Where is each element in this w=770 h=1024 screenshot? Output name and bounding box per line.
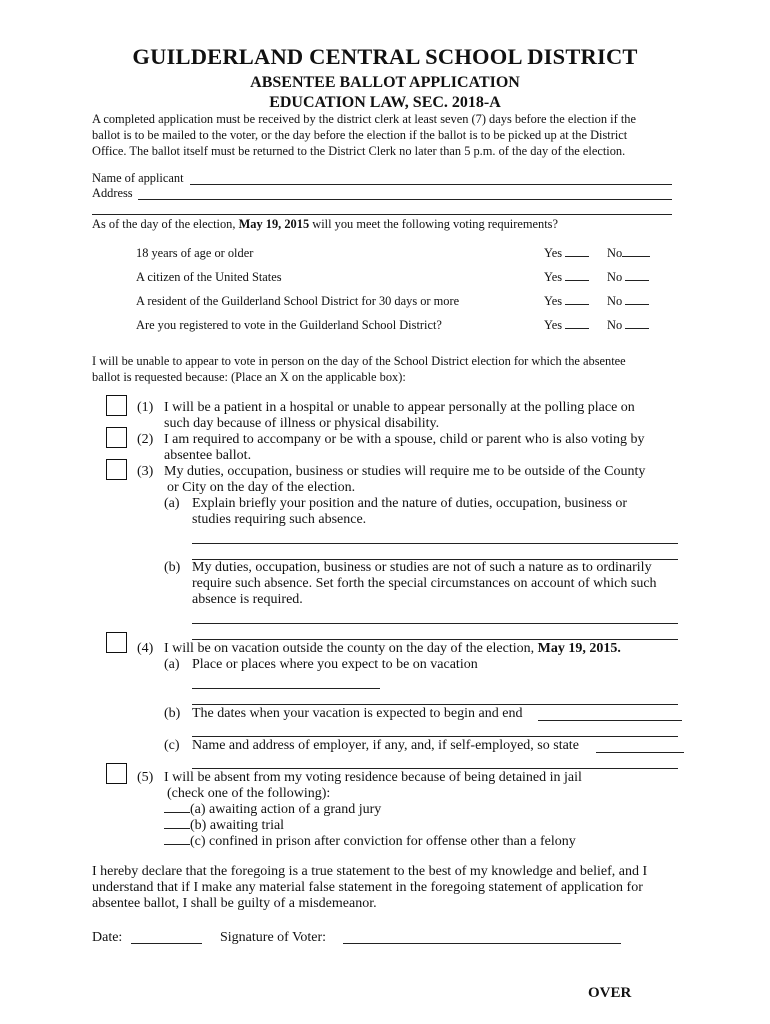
date-line[interactable] xyxy=(131,943,202,944)
requirement-yes[interactable]: Yes xyxy=(544,245,589,261)
reason-3-text: My duties, occupation, business or studies will require me to be outside of the County or City on the day of the election. xyxy=(164,464,646,495)
reason-4c-text: Name and address of employer, if any, and, if self-employed, so state xyxy=(192,738,579,753)
vacation-dates-line-2[interactable] xyxy=(192,736,678,737)
reason-1-checkbox[interactable] xyxy=(106,395,127,416)
reason-1-text: I will be a patient in a hospital or unable to appear personally at the polling place on such day because of illness or physical disability. xyxy=(164,400,635,431)
over-indicator: OVER xyxy=(588,985,632,1001)
jail-option[interactable]: (b) awaiting trial xyxy=(164,818,284,834)
requirement-no[interactable]: No xyxy=(607,293,649,309)
intro-line: A completed application must be received by the district clerk at least seven (7) days before the election if the xyxy=(92,112,636,126)
reason-4a-label: (a) xyxy=(164,657,180,672)
intro-line: Office. The ballot itself must be returned to the District Clerk no later than 5 p.m. of the day of the election. xyxy=(92,144,626,158)
reason-1-number: (1) xyxy=(137,400,154,415)
reason-3b-answer-line-2[interactable] xyxy=(192,639,678,640)
reason-5-checkbox[interactable] xyxy=(106,763,127,784)
reason-3b-answer-line-1[interactable] xyxy=(192,623,678,624)
vacation-election-date: May 19, 2015. xyxy=(537,641,621,656)
address-label: Address xyxy=(92,186,133,200)
date-label: Date: xyxy=(92,930,123,945)
declaration-paragraph: I hereby declare that the foregoing is a true statement to the best of my knowledge and belief, and I understand that if I make any material false statement in the foregoing statement of application for absentee ballot, I shall be guilty of a misdemeanor. xyxy=(92,864,648,911)
requirement-no[interactable]: No xyxy=(607,317,649,333)
reason-4-text: I will be on vacation outside the county on the day of the election, May 19, 2015. xyxy=(164,641,621,656)
reason-4-number: (4) xyxy=(137,641,154,656)
reason-intro: I will be unable to appear to vote in person on the day of the School District election for which the absentee ballot is requested because: (Place an X on the applicable box): xyxy=(92,354,626,384)
reason-4c-label: (c) xyxy=(164,738,180,753)
reason-4a-text: Place or places where you expect to be on vacation xyxy=(192,657,478,672)
signature-line[interactable] xyxy=(343,943,621,944)
requirement-no[interactable]: No xyxy=(607,245,650,261)
reason-5-text: I will be absent from my voting residence because of being detained in jail (check one of the following): xyxy=(164,770,582,801)
intro-paragraph xyxy=(92,111,692,159)
reason-3-checkbox[interactable] xyxy=(106,459,127,480)
document-law-reference: EDUCATION LAW, SEC. 2018-A xyxy=(269,94,501,111)
address-line-2[interactable] xyxy=(92,214,672,215)
reason-3a-label: (a) xyxy=(164,496,180,511)
election-date: May 19, 2015 xyxy=(238,217,310,231)
requirement-label: A resident of the Guilderland School District for 30 days or more xyxy=(136,294,460,308)
requirement-label: 18 years of age or older xyxy=(136,246,254,260)
reason-3b-label: (b) xyxy=(164,560,181,575)
requirement-no[interactable]: No xyxy=(607,269,649,285)
requirements-question: As of the day of the election, May 19, 2015 will you meet the following voting requirements? xyxy=(92,217,558,231)
requirement-label: Are you registered to vote in the Guilderland School District? xyxy=(136,318,442,332)
jail-option[interactable]: (c) confined in prison after conviction for offense other than a felony xyxy=(164,834,576,850)
reason-4-checkbox[interactable] xyxy=(106,632,127,653)
document-subtitle: ABSENTEE BALLOT APPLICATION xyxy=(250,74,520,91)
name-of-applicant-line[interactable] xyxy=(190,184,672,185)
reason-3a-text: Explain briefly your position and the nature of duties, occupation, business or studies requiring such absence. xyxy=(192,496,628,527)
requirement-yes[interactable]: Yes xyxy=(544,293,589,309)
employer-line-2[interactable] xyxy=(192,768,678,769)
reason-3a-answer-line-1[interactable] xyxy=(192,543,678,544)
address-line-1[interactable] xyxy=(138,199,672,200)
reason-3b-text: My duties, occupation, business or studies are not of such a nature as to ordinarily require such absence. Set forth the special circumstances on account of which such absence is required. xyxy=(192,560,657,607)
requirement-yes[interactable]: Yes xyxy=(544,317,589,333)
requirement-yes[interactable]: Yes xyxy=(544,269,589,285)
reason-3-number: (3) xyxy=(137,464,154,479)
reason-2-text: I am required to accompany or be with a spouse, child or parent who is also voting by absentee ballot. xyxy=(164,432,645,463)
intro-line: ballot is to be mailed to the voter, or the day before the election if the ballot is to be picked up at the District xyxy=(92,128,628,142)
vacation-places-line-1[interactable] xyxy=(192,688,380,689)
vacation-places-line-2[interactable] xyxy=(192,704,678,705)
document-title: GUILDERLAND CENTRAL SCHOOL DISTRICT xyxy=(132,44,638,69)
reason-2-number: (2) xyxy=(137,432,154,447)
requirement-label: A citizen of the United States xyxy=(136,270,282,284)
reason-4b-label: (b) xyxy=(164,706,181,721)
reason-4b-text: The dates when your vacation is expected to begin and end xyxy=(192,706,523,721)
reason-2-checkbox[interactable] xyxy=(106,427,127,448)
jail-option[interactable]: (a) awaiting action of a grand jury xyxy=(164,802,381,818)
reason-5-number: (5) xyxy=(137,770,154,785)
name-of-applicant-label: Name of applicant xyxy=(92,171,184,185)
signature-label: Signature of Voter: xyxy=(220,930,327,945)
employer-line-1[interactable] xyxy=(596,752,684,753)
vacation-dates-line-1[interactable] xyxy=(538,720,682,721)
